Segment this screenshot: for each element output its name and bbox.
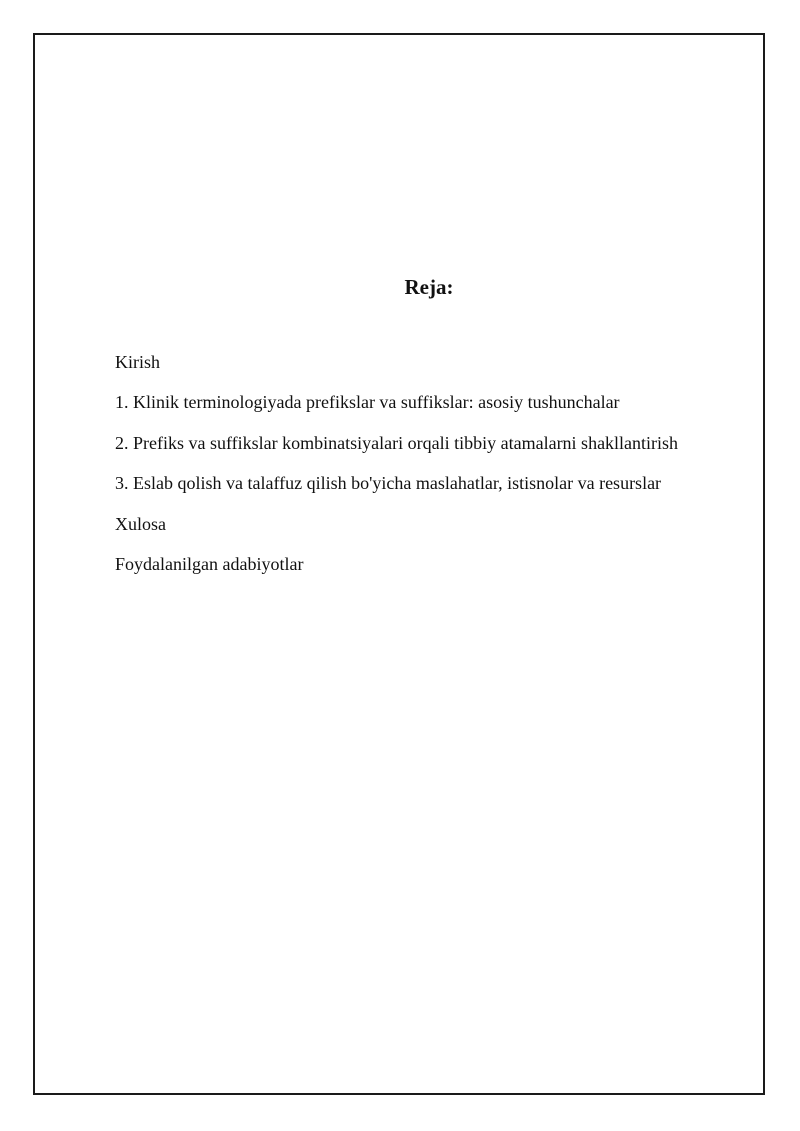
page-title: Reja: [404,275,454,299]
toc-item-conclusion: Xulosa [115,513,166,534]
toc-item-references: Foydalanilgan adabiyotlar [115,553,304,574]
toc-item-3: 3. Eslab qolish va talaffuz qilish bo'yicha maslahatlar, istisnolar va resurslar [115,473,662,494]
toc-item-2: 2. Prefiks va suffikslar kombinatsiyalari orqali tibbiy atamalarni shakllantirish [115,432,679,453]
toc-item-introduction: Kirish [115,352,160,372]
toc-item-1: 1. Klinik terminologiyada prefikslar va suffikslar: asosiy tushunchalar [115,392,620,413]
table-of-contents [115,350,678,592]
